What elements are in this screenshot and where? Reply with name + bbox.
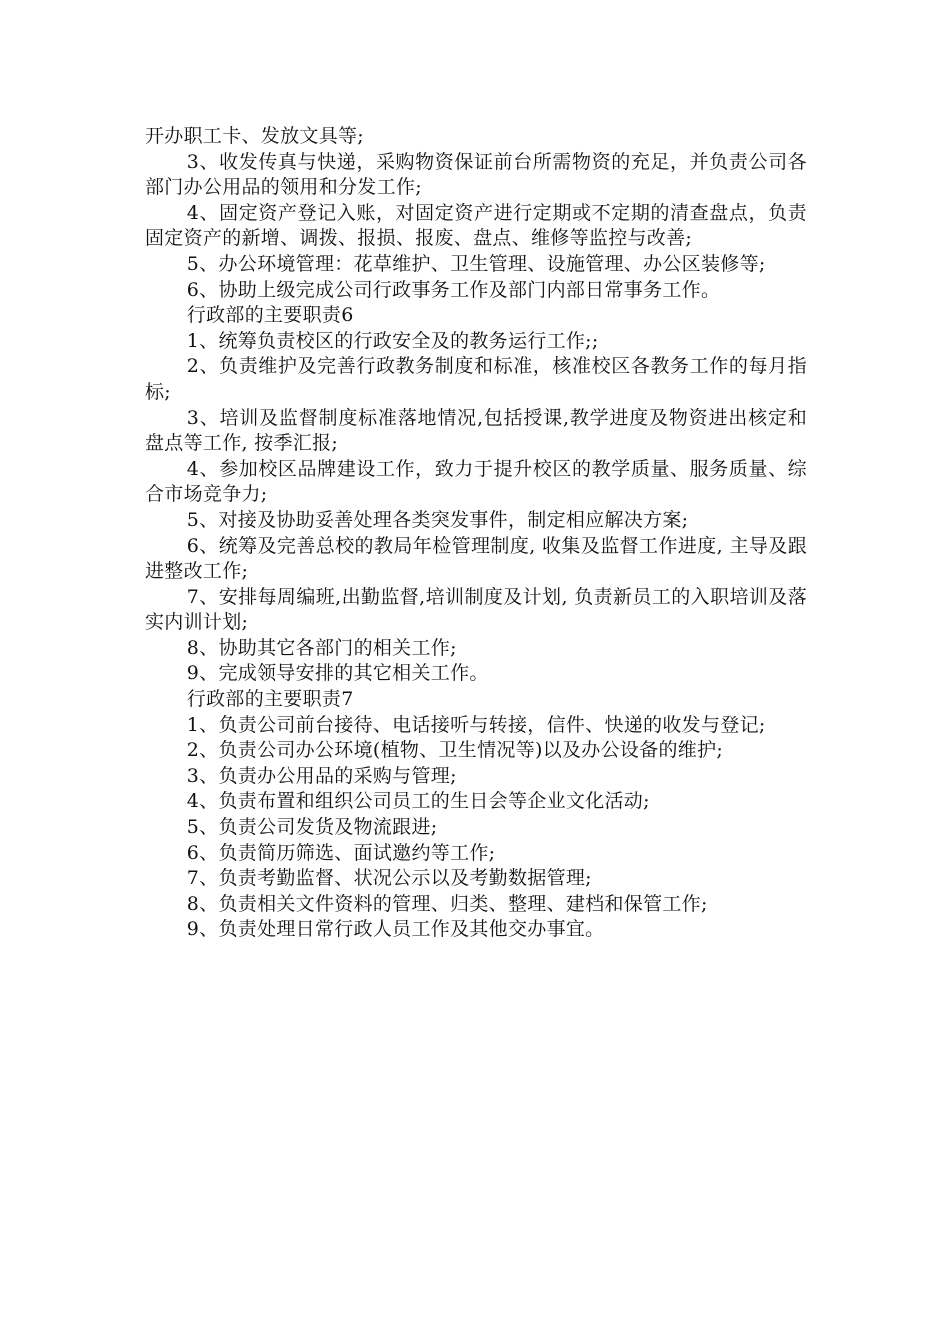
paragraph-20: 4、负责布置和组织公司员工的生日会等企业文化活动; [186, 790, 650, 813]
paragraph-7: 1、统筹负责校区的行政安全及的教务运行工作;; [186, 329, 599, 352]
paragraph-4: 5、办公环境管理：花草维护、卫生管理、设施管理、办公区装修等; [186, 252, 766, 275]
paragraph-13: 7、安排每周编班,出勤监督,培训制度及计划, 负责新员工的入职培训及落实内训计划; [145, 585, 807, 634]
paragraph-5: 6、协助上级完成公司行政事务工作及部门内部日常事务工作。 [186, 278, 721, 301]
paragraph-8: 2、负责维护及完善行政教务制度和标准，核准校区各教务工作的每月指标; [145, 355, 807, 403]
paragraph-15: 9、完成领导安排的其它相关工作。 [186, 662, 489, 685]
document-body [145, 124, 807, 943]
section-heading-7: 行政部的主要职责7 [186, 688, 354, 711]
paragraph-22: 6、负责简历筛选、面试邀约等工作; [186, 841, 496, 864]
paragraph-9: 3、培训及监督制度标准落地情况,包括授课,教学进度及物资进出核定和盘点等工作, 按季汇报; [145, 406, 807, 455]
paragraph-2: 3、收发传真与快递，采购物资保证前台所需物资的充足，并负责公司各部门办公用品的领用和分发工作; [145, 150, 807, 199]
paragraph-21: 5、负责公司发货及物流跟进; [186, 816, 438, 839]
paragraph-12: 6、统筹及完善总校的教局年检管理制度, 收集及监督工作进度, 主导及跟进整改工作; [145, 534, 807, 583]
paragraph-14: 8、协助其它各部门的相关工作; [186, 636, 457, 659]
paragraph-3: 4、固定资产登记入账，对固定资产进行定期或不定期的清查盘点，负责固定资产的新增、调拨、报损、报废、盘点、维修等监控与改善; [145, 201, 807, 250]
paragraph-1: 开办职工卡、发放文具等; [145, 125, 365, 147]
paragraph-23: 7、负责考勤监督、状况公示以及考勤数据管理; [186, 867, 592, 890]
paragraph-25: 9、负责处理日常行政人员工作及其他交办事宜。 [186, 918, 605, 941]
paragraph-11: 5、对接及协助妥善处理各类突发事件，制定相应解决方案; [186, 508, 689, 531]
section-heading-6: 行政部的主要职责6 [186, 304, 354, 327]
paragraph-24: 8、负责相关文件资料的管理、归类、整理、建档和保管工作; [186, 892, 708, 915]
paragraph-17: 1、负责公司前台接待、电话接听与转接，信件、快递的收发与登记; [186, 713, 766, 736]
paragraph-19: 3、负责办公用品的采购与管理; [186, 764, 457, 787]
paragraph-18: 2、负责公司办公环境(植物、卫生情况等)以及办公设备的维护; [186, 739, 724, 762]
paragraph-10: 4、参加校区品牌建设工作，致力于提升校区的教学质量、服务质量、综合市场竞争力; [145, 457, 807, 506]
